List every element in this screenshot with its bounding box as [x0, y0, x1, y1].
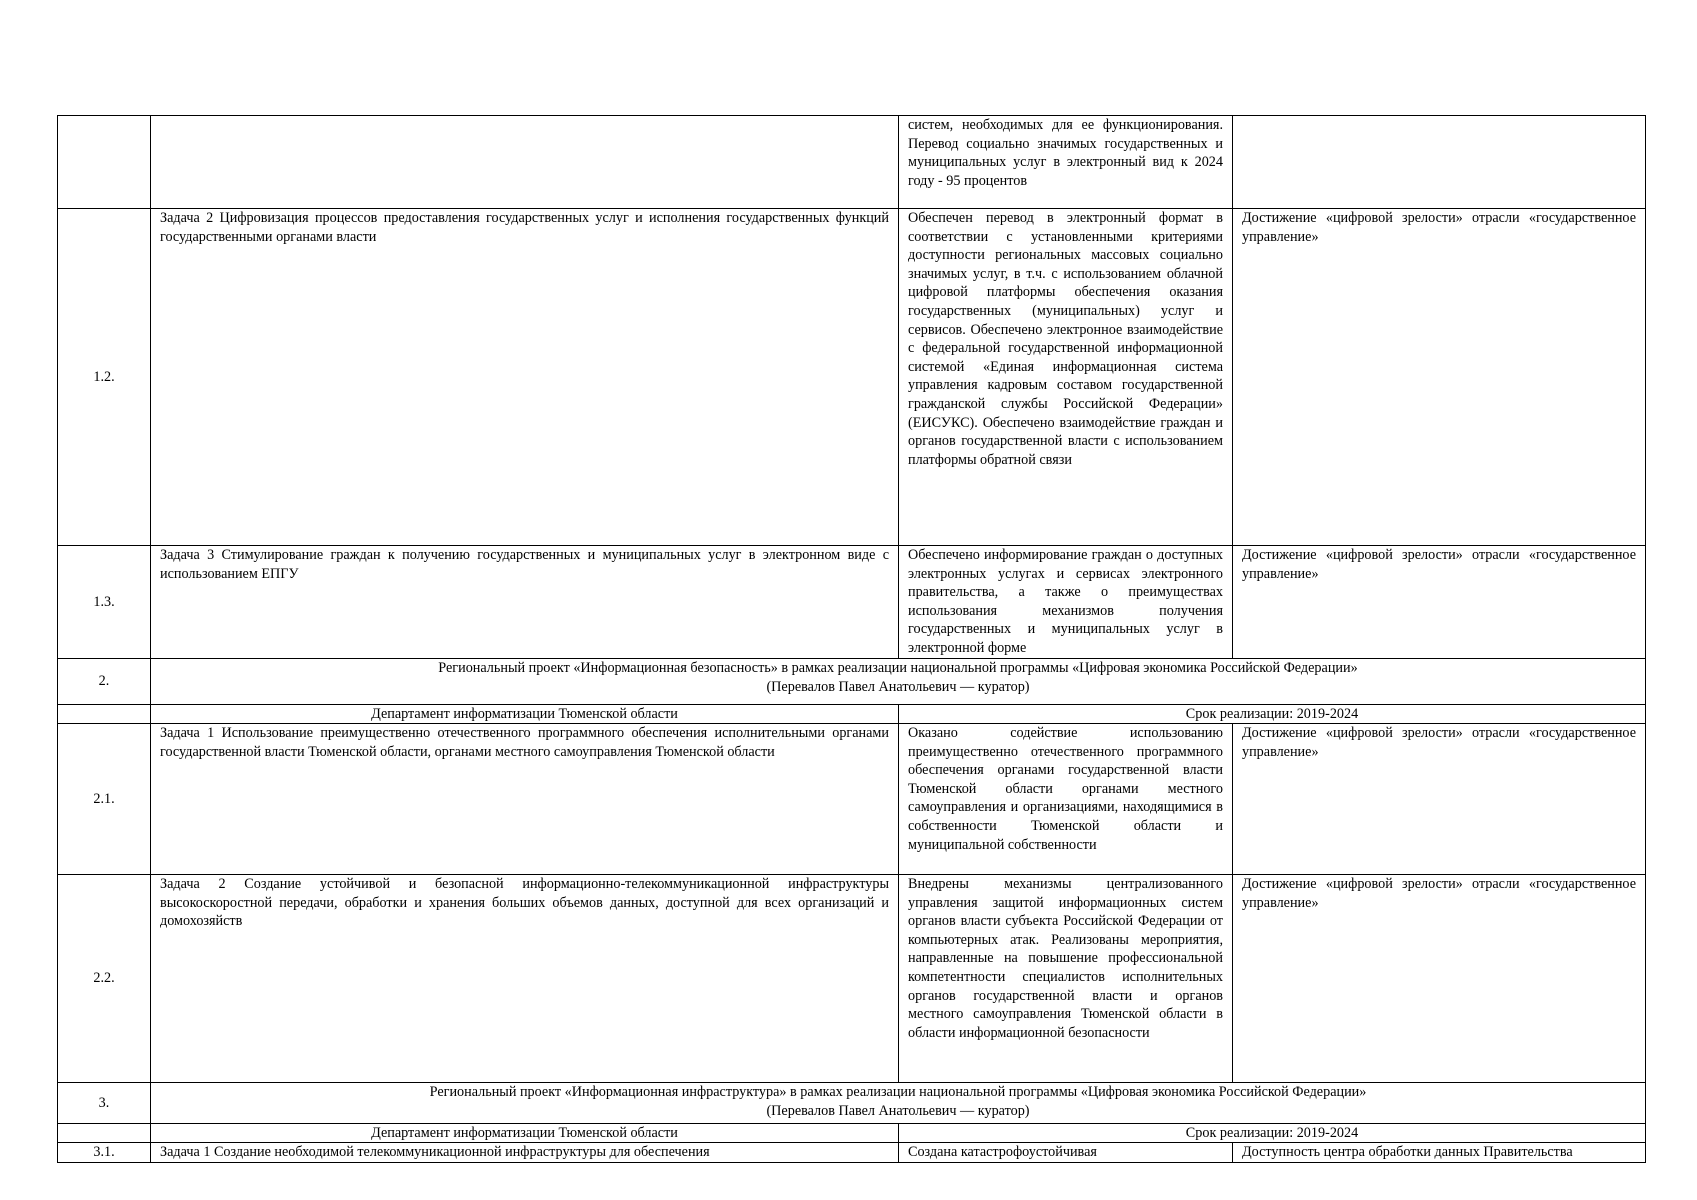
project-table [57, 115, 1646, 1163]
project-title: Региональный проект «Информационная инфраструктура» в рамках реализации национальной программы «Цифровая экономика Российской Федерации» [429, 1084, 1367, 1100]
task-cell: Задача 3 Стимулирование граждан к получению государственных и муниципальных услуг в электронном виде с использованием ЕПГУ [151, 546, 899, 659]
implementation-period: Срок реализации: 2019-2024 [899, 1124, 1646, 1143]
project-row [58, 1083, 1646, 1124]
project-header [151, 1083, 1646, 1124]
project-curator: (Перевалов Павел Анатольевич — куратор) [766, 1102, 1030, 1119]
row-number: 2.2. [58, 875, 151, 1083]
department-name: Департамент информатизации Тюменской области [151, 1124, 899, 1143]
indicator-cell: Достижение «цифровой зрелости» отрасли «государственное управление» [1233, 546, 1646, 659]
result-cell: систем, необходимых для ее функционирования. Перевод социально значимых государственных и муниципальных услуг в электронный вид к 2024 году - 95 процентов [899, 116, 1233, 209]
task-cell: Задача 2 Цифровизация процессов предоставления государственных услуг и исполнения государственных функций государственными органами власти [151, 209, 899, 546]
table-row [58, 875, 1646, 1083]
indicator-cell: Доступность центра обработки данных Правительства [1233, 1143, 1646, 1163]
result-cell: Обеспечен перевод в электронный формат в соответствии с установленными критериями доступности региональных массовых социально значимых услуг, в т.ч. с использованием облачной цифровой платформы обеспечения оказания государственных (муниципальных) услуг и сервисов. Обеспечено электронное взаимодействие с федеральной государственной информационной системой «Единая информационная система управления кадровым составом государственной гражданской службы Российской Федерации» (ЕИСУКС). Обеспечено взаимодействие граждан и органов государственной власти с использованием платформы обратной связи [899, 209, 1233, 546]
implementation-period: Срок реализации: 2019-2024 [899, 705, 1646, 724]
row-number: 2.1. [58, 724, 151, 875]
table-row [58, 209, 1646, 546]
table-row [58, 1143, 1646, 1163]
row-number: 1.2. [58, 209, 151, 546]
row-number: 3.1. [58, 1143, 151, 1163]
indicator-cell: Достижение «цифровой зрелости» отрасли «государственное управление» [1233, 875, 1646, 1083]
project-row [58, 659, 1646, 705]
table-row [58, 724, 1646, 875]
result-cell: Обеспечено информирование граждан о доступных электронных услугах и сервисах электронного правительства, а также о преимуществах использования механизмов получения государственных и муниципальных услуг в электронной форме [899, 546, 1233, 659]
indicator-cell: Достижение «цифровой зрелости» отрасли «государственное управление» [1233, 209, 1646, 546]
department-row [58, 705, 1646, 724]
row-number [58, 116, 151, 209]
project-curator: (Перевалов Павел Анатольевич — куратор) [766, 678, 1030, 695]
result-cell: Создана катастрофоустойчивая [899, 1143, 1233, 1163]
result-cell: Оказано содействие использованию преимущественно отечественного программного обеспечения органами государственной власти Тюменской области органами местного самоуправления и организациями, находящимися в собственности Тюменской области и муниципальной собственности [899, 724, 1233, 875]
table-row [58, 546, 1646, 659]
task-cell: Задача 1 Создание необходимой телекоммуникационной инфраструктуры для обеспечения [151, 1143, 899, 1163]
row-number: 2. [58, 659, 151, 705]
department-row [58, 1124, 1646, 1143]
indicator-cell [1233, 116, 1646, 209]
task-cell: Задача 1 Использование преимущественно отечественного программного обеспечения исполнительными органами государственной власти Тюменской области, органами местного самоуправления Тюменской области [151, 724, 899, 875]
result-cell: Внедрены механизмы централизованного управления защитой информационных систем органов власти субъекта Российской Федерации от компьютерных атак. Реализованы мероприятия, направленные на повышение профессиональной компетентности специалистов исполнительных органов государственной власти и органов местного самоуправления Тюменской области в области информационной безопасности [899, 875, 1233, 1083]
row-number: 1.3. [58, 546, 151, 659]
project-header [151, 659, 1646, 705]
task-cell [151, 116, 899, 209]
empty-cell [58, 1124, 151, 1143]
table-row [58, 116, 1646, 209]
row-number: 3. [58, 1083, 151, 1124]
empty-cell [58, 705, 151, 724]
department-name: Департамент информатизации Тюменской области [151, 705, 899, 724]
indicator-cell: Достижение «цифровой зрелости» отрасли «государственное управление» [1233, 724, 1646, 875]
task-cell: Задача 2 Создание устойчивой и безопасной информационно-телекоммуникационной инфраструктуры высокоскоростной передачи, обработки и хранения больших объемов данных, доступной для всех организаций и домохозяйств [151, 875, 899, 1083]
project-title: Региональный проект «Информационная безопасность» в рамках реализации национальной программы «Цифровая экономика Российской Федерации» [438, 660, 1358, 676]
